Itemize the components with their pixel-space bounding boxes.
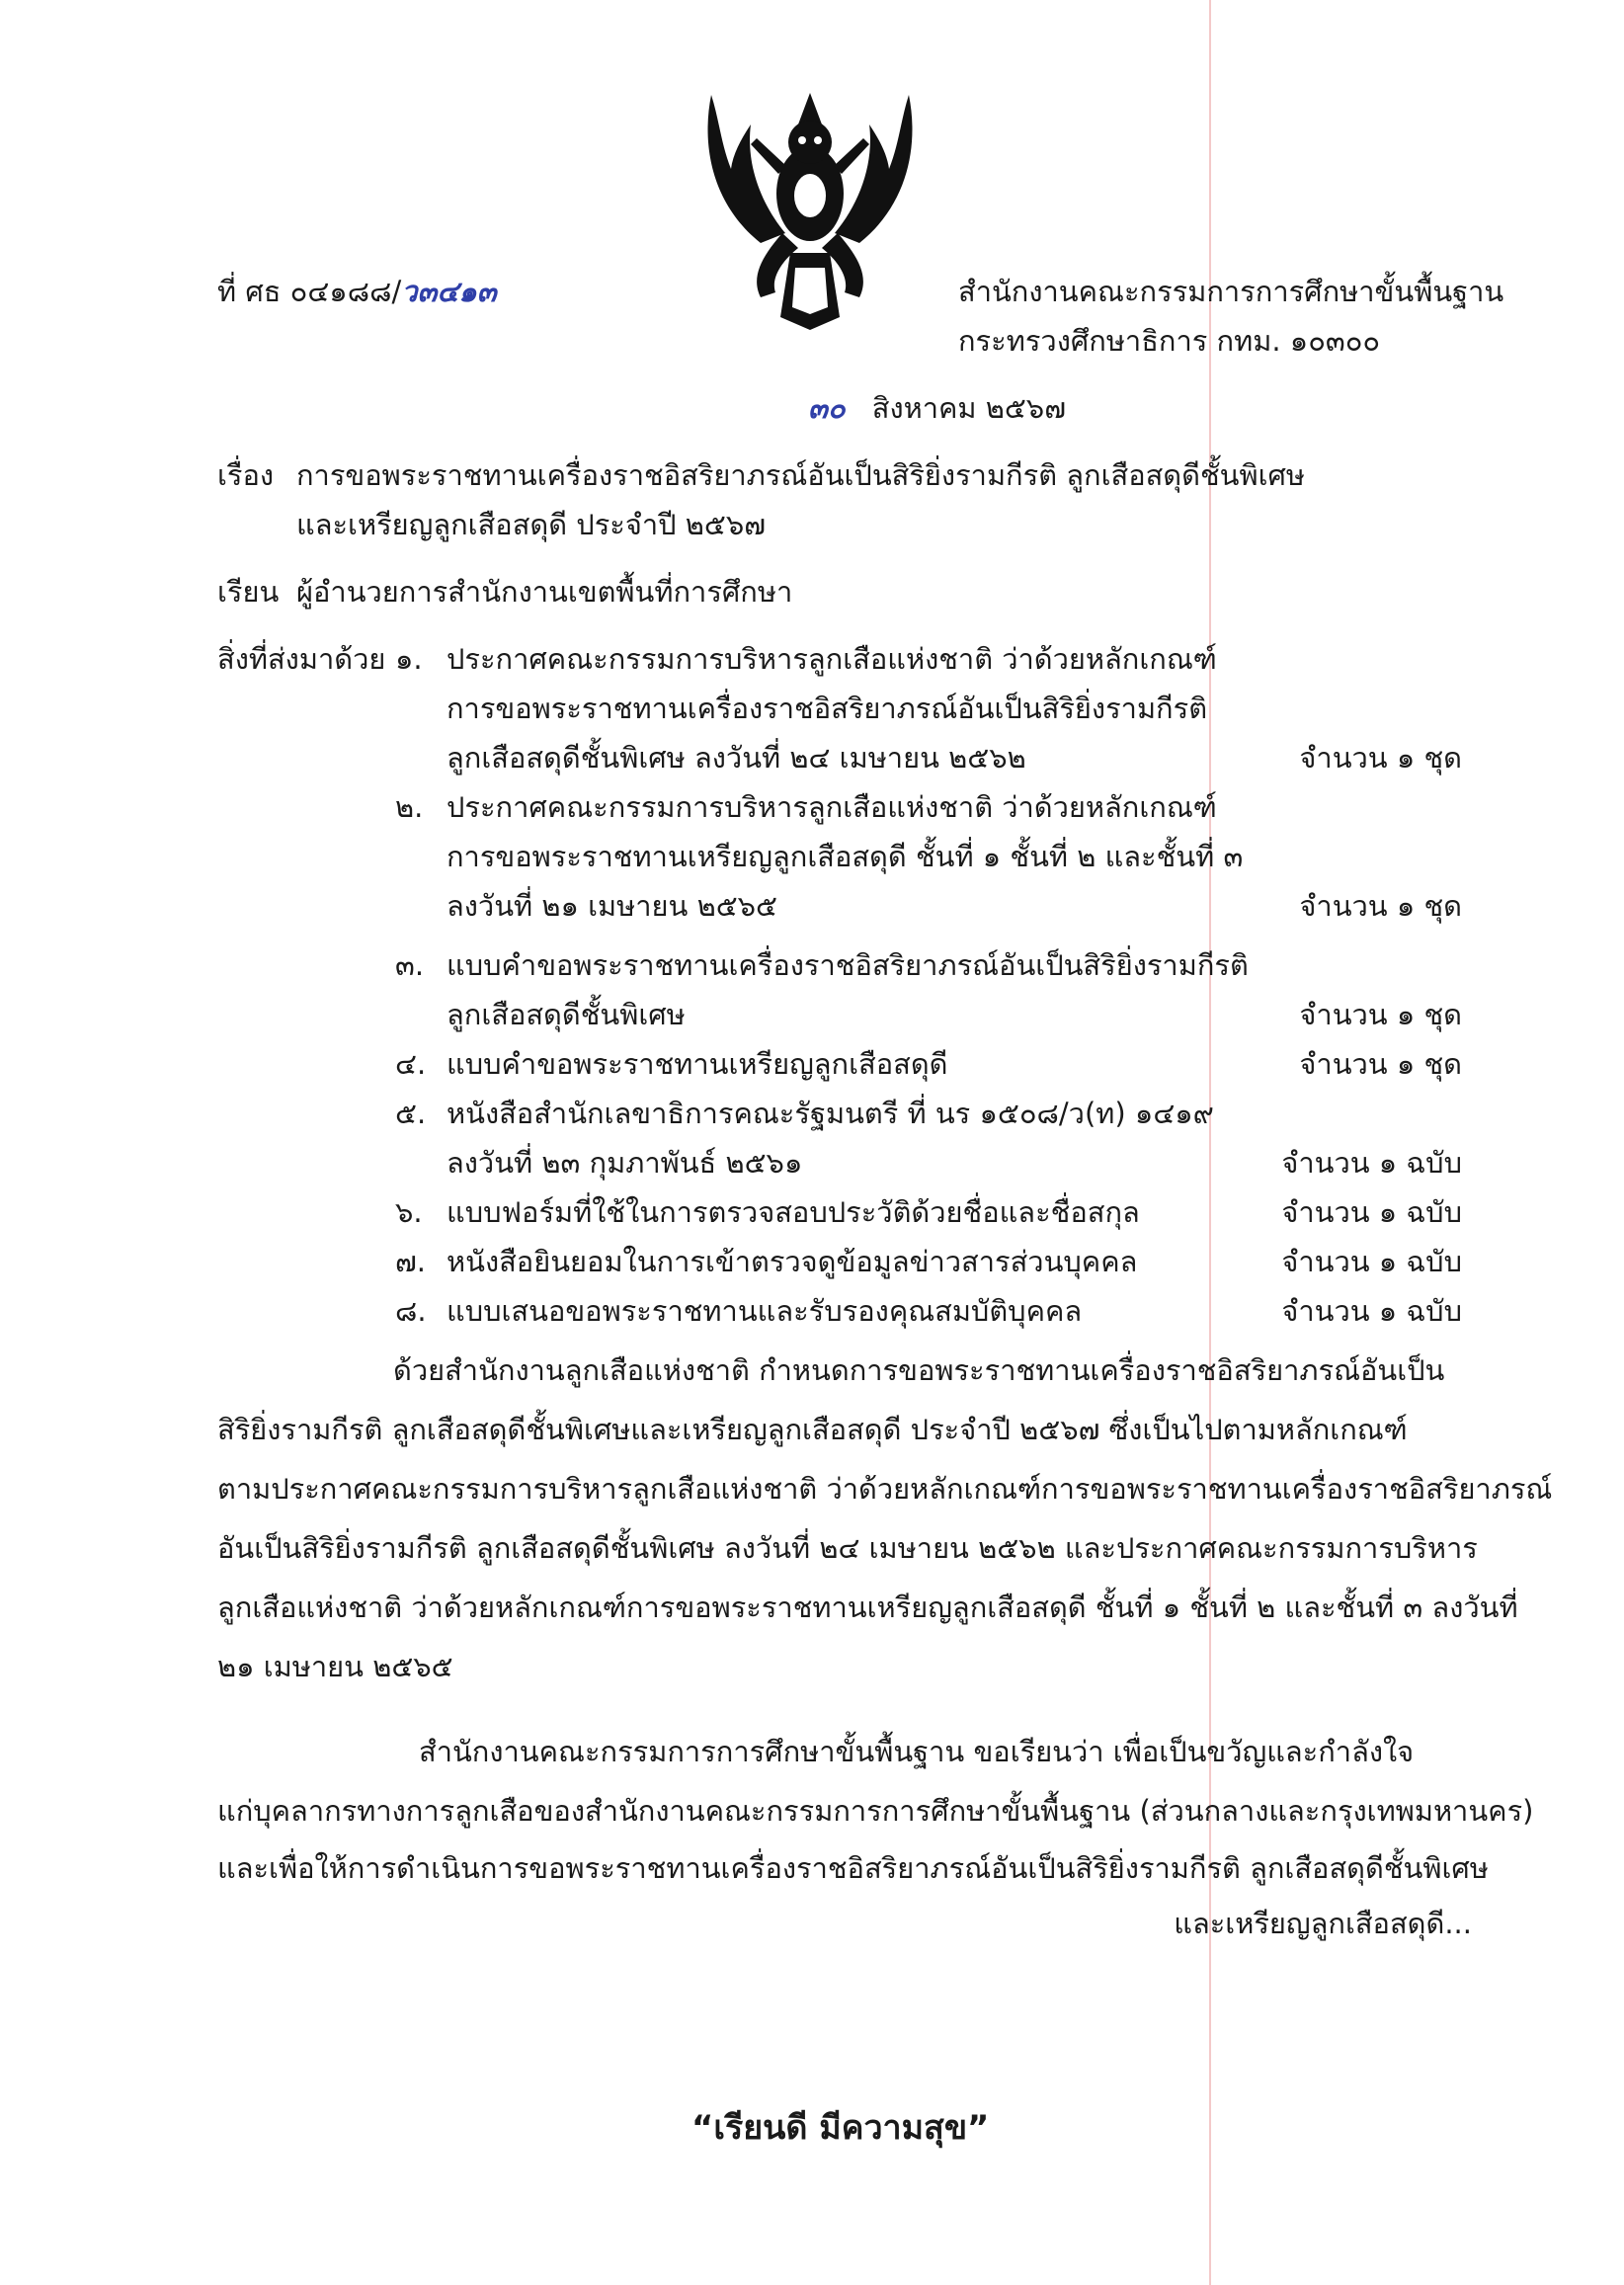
- enclosure-line: ลงวันที่ ๒๑ เมษายน ๒๕๖๕: [447, 889, 778, 923]
- enclosure-quantity: จำนวน ๑ ฉบับ: [1281, 1294, 1462, 1328]
- enclosure-quantity: จำนวน ๑ ชุด: [1299, 741, 1462, 775]
- enclosure-line: การขอพระราชทานเหรียญลูกเสือสดุดี ชั้นที่ ๑ ชั้นที่ ๒ และชั้นที่ ๓: [447, 840, 1244, 873]
- body-paragraph-line: อันเป็นสิริยิ่งรามกีรติ ลูกเสือสดุดีชั้นพิเศษ ลงวันที่ ๒๔ เมษายน ๒๕๖๒ และประกาศคณะกรรมการบริหาร: [217, 1531, 1478, 1565]
- office-name: สำนักงานคณะกรรมการการศึกษาขั้นพื้นฐาน: [958, 275, 1504, 308]
- subject-line-2: และเหรียญลูกเสือสดุดี ประจำปี ๒๕๖๗: [296, 508, 767, 541]
- enclosure-line: หนังสือยินยอมในการเข้าตรวจดูข้อมูลข่าวสารส่วนบุคคล: [447, 1245, 1138, 1278]
- enclosure-quantity: จำนวน ๑ ฉบับ: [1281, 1245, 1462, 1278]
- reference-prefix: ที่ ศธ ๐๔๑๘๘/: [217, 275, 402, 308]
- enclosure-quantity: จำนวน ๑ ฉบับ: [1281, 1146, 1462, 1180]
- enclosure-quantity: จำนวน ๑ ชุด: [1299, 1047, 1462, 1081]
- body-paragraph-line: และเพื่อให้การดำเนินการขอพระราชทานเครื่องราชอิสริยาภรณ์อันเป็นสิริยิ่งรามกีรติ ลูกเสือสดุดีชั้นพิเศษ: [217, 1851, 1489, 1885]
- date-month-year: สิงหาคม ๒๕๖๗: [871, 391, 1067, 425]
- motto: “เรียนดี มีความสุข”: [691, 2108, 990, 2148]
- enclosure-number: ๓.: [395, 948, 425, 982]
- enclosure-line: การขอพระราชทานเครื่องราชอิสริยาภรณ์อันเป็นสิริยิ่งรามกีรติ: [447, 692, 1208, 725]
- enclosure-line: แบบเสนอขอพระราชทานและรับรองคุณสมบัติบุคคล: [447, 1294, 1083, 1328]
- enclosure-line: ลูกเสือสดุดีชั้นพิเศษ: [447, 998, 686, 1031]
- subject-label: เรื่อง: [217, 458, 275, 492]
- enclosure-quantity: จำนวน ๑ ชุด: [1299, 998, 1462, 1031]
- recipient-label: เรียน: [217, 575, 280, 609]
- enclosure-line: แบบคำขอพระราชทานเหรียญลูกเสือสดุดี: [447, 1047, 948, 1081]
- subject-line-1: การขอพระราชทานเครื่องราชอิสริยาภรณ์อันเป็นสิริยิ่งรามกีรติ ลูกเสือสดุดีชั้นพิเศษ: [296, 458, 1306, 492]
- enclosures-label: สิ่งที่ส่งมาด้วย: [217, 642, 386, 676]
- enclosure-quantity: จำนวน ๑ ชุด: [1299, 889, 1462, 923]
- enclosure-line: แบบฟอร์มที่ใช้ในการตรวจสอบประวัติด้วยชื่อและชื่อสกุล: [447, 1195, 1140, 1229]
- body-paragraph-line: ๒๑ เมษายน ๒๕๖๕: [217, 1650, 453, 1683]
- enclosure-quantity: จำนวน ๑ ฉบับ: [1281, 1195, 1462, 1229]
- enclosure-number: ๒.: [395, 790, 424, 824]
- garuda-emblem-icon: [691, 85, 929, 332]
- body-paragraph-line: ด้วยสำนักงานลูกเสือแห่งชาติ กำหนดการขอพระราชทานเครื่องราชอิสริยาภรณ์อันเป็น: [393, 1353, 1445, 1387]
- enclosure-number: ๔.: [395, 1047, 427, 1081]
- reference-handwritten-number: ว๓๔๑๓: [401, 275, 497, 308]
- enclosure-line: หนังสือสำนักเลขาธิการคณะรัฐมนตรี ที่ นร ๑๕๐๘/ว(ท) ๑๔๑๙: [447, 1097, 1214, 1130]
- enclosure-number: ๘.: [395, 1294, 427, 1328]
- enclosure-line: ประกาศคณะกรรมการบริหารลูกเสือแห่งชาติ ว่าด้วยหลักเกณฑ์: [447, 642, 1217, 676]
- reference-number: [217, 269, 497, 314]
- date-day-handwritten: ๓๐: [808, 391, 846, 425]
- enclosure-line: ประกาศคณะกรรมการบริหารลูกเสือแห่งชาติ ว่าด้วยหลักเกณฑ์: [447, 790, 1217, 824]
- recipient-text: ผู้อำนวยการสำนักงานเขตพื้นที่การศึกษา: [296, 575, 793, 609]
- enclosure-number: ๑.: [395, 642, 423, 676]
- body-paragraph-line: แก่บุคลากรทางการลูกเสือของสำนักงานคณะกรรมการการศึกษาขั้นพื้นฐาน (ส่วนกลางและกรุงเทพมหานคร): [217, 1794, 1534, 1828]
- page-continuation: และเหรียญลูกเสือสดุดี...: [1174, 1907, 1472, 1940]
- enclosure-number: ๕.: [395, 1097, 427, 1130]
- enclosure-number: ๖.: [395, 1195, 423, 1229]
- enclosure-number: ๗.: [395, 1245, 427, 1278]
- enclosure-line: ลงวันที่ ๒๓ กุมภาพันธ์ ๒๕๖๑: [447, 1146, 803, 1180]
- office-address: กระทรวงศึกษาธิการ กทม. ๑๐๓๐๐: [958, 324, 1381, 358]
- body-paragraph-line: ลูกเสือแห่งชาติ ว่าด้วยหลักเกณฑ์การขอพระราชทานเหรียญลูกเสือสดุดี ชั้นที่ ๑ ชั้นที่ ๒ และชั้นที่ ๓ ลงวันที่: [217, 1591, 1518, 1624]
- body-paragraph-line: สิริยิ่งรามกีรติ ลูกเสือสดุดีชั้นพิเศษและเหรียญลูกเสือสดุดี ประจำปี ๒๕๖๗ ซึ่งเป็นไปตามหลักเกณฑ์: [217, 1413, 1408, 1446]
- enclosure-line: ลูกเสือสดุดีชั้นพิเศษ ลงวันที่ ๒๔ เมษายน ๒๕๖๒: [447, 741, 1026, 775]
- letter-date: [808, 385, 1066, 431]
- enclosure-line: แบบคำขอพระราชทานเครื่องราชอิสริยาภรณ์อันเป็นสิริยิ่งรามกีรติ: [447, 948, 1249, 982]
- body-paragraph-line: สำนักงานคณะกรรมการการศึกษาขั้นพื้นฐาน ขอเรียนว่า เพื่อเป็นขวัญและกำลังใจ: [419, 1735, 1415, 1768]
- body-paragraph-line: ตามประกาศคณะกรรมการบริหารลูกเสือแห่งชาติ ว่าด้วยหลักเกณฑ์การขอพระราชทานเครื่องราชอิสริยาภรณ์: [217, 1472, 1553, 1506]
